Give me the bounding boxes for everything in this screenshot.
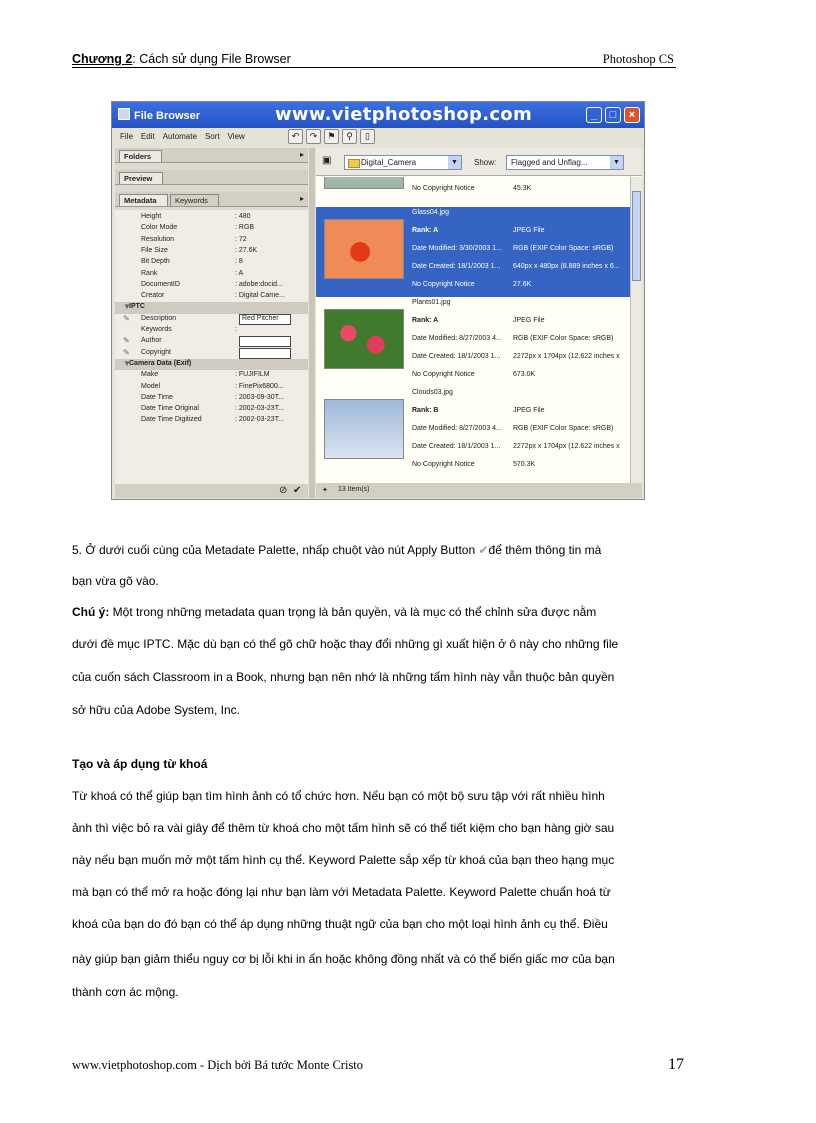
metadata-row: ✎ Author <box>115 336 308 347</box>
page-header <box>72 52 676 68</box>
menubar <box>112 128 312 146</box>
search-icon[interactable]: ⚲ <box>342 129 357 144</box>
window-title: File Browser <box>118 108 200 122</box>
chapter-title: Chương 2: Cách sử dụng File Browser <box>72 52 291 66</box>
metadata-row: ✎ Copyright <box>115 348 308 359</box>
status-bar <box>316 483 642 498</box>
left-panel <box>115 148 308 498</box>
paragraph-line: này giúp bạn giảm thiểu nguy cơ bị lỗi khi in ấn hoặc không đồng nhất và có thể biến giấc mơ của bạn <box>72 952 615 966</box>
scrollbar-thumb[interactable] <box>632 191 641 281</box>
chevron-down-icon: ▼ <box>448 156 461 169</box>
metadata-row: ✎ Description Red Pitcher <box>115 314 308 325</box>
metadata-row: Height : 480 <box>141 213 251 220</box>
thumbnail <box>324 399 404 459</box>
paragraph-line: thành cơn ác mộng. <box>72 985 179 999</box>
metadata-row: Keywords : <box>141 326 237 333</box>
content-pane <box>316 148 642 498</box>
step-5: 5. Ở dưới cuối cùng của Metadate Palette, nhấp chuột vào nút Apply Button ✔để thêm thông tin mà <box>72 543 602 557</box>
note-line: của cuốn sách Classroom in a Book, nhưng bạn nên nhớ là những tấm hình này vẫn thuộc bản quyền <box>72 670 615 684</box>
section-heading: Tạo và áp dụng từ khoá <box>72 757 208 771</box>
book-title: Photoshop CS <box>602 52 674 66</box>
list-item[interactable]: No Copyright Notice 45.3K <box>316 177 630 207</box>
rotate-left-icon[interactable]: ↶ <box>288 129 303 144</box>
description-field[interactable]: Red Pitcher <box>239 314 291 325</box>
thumbnail <box>324 219 404 279</box>
metadata-footer <box>115 484 308 498</box>
metadata-row: Resolution : 72 <box>141 235 247 243</box>
window-titlebar <box>112 102 644 128</box>
note-line: dưới đề mục IPTC. Mặc dù bạn có thể gõ chữ hoặc thay đổi những gì xuất hiện ở ô này cho những file <box>72 637 619 651</box>
panel-menu-icon[interactable]: ▸ <box>299 150 304 159</box>
trash-icon[interactable]: ▯ <box>360 129 375 144</box>
metadata-row: Date Time Original : 2002-03-23T... <box>141 405 285 413</box>
metadata-row: Model : FinePix6800... <box>141 382 284 390</box>
apply-checkmark-icon: ✔ <box>478 543 489 557</box>
menu-file[interactable]: File <box>120 132 133 141</box>
note-line: sở hữu của Adobe System, Inc. <box>72 703 240 717</box>
watermark-url: www.vietphotoshop.com <box>275 104 533 125</box>
show-dropdown[interactable]: Flagged and Unflag... ▼ <box>506 155 624 170</box>
thumbnail-grid <box>316 177 630 483</box>
triangle-down-icon: ▼ <box>123 302 131 312</box>
pencil-icon: ✎ <box>123 347 130 357</box>
menu-automate[interactable]: Automate <box>162 132 197 141</box>
paragraph-line: khoá của bạn do đó bạn có thể áp dụng những thuật ngữ của bạn cho một loại hình ảnh cụ thể. Điều <box>72 917 608 931</box>
metadata-tabrow <box>115 192 308 207</box>
author-field[interactable] <box>239 336 291 347</box>
metadata-row: Make : FUJIFILM <box>141 371 270 379</box>
paragraph-line: Từ khoá có thể giúp bạn tìm hình ảnh có tổ chức hơn. Nếu bạn có một bộ sưu tập với rất nhiều hình <box>72 789 605 803</box>
metadata-row: Color Mode : RGB <box>141 224 255 232</box>
folders-tabrow <box>115 148 308 163</box>
location-bar <box>316 148 642 176</box>
paragraph-line: mà bạn có thể mở ra hoặc đóng lại như bạn làm với Metadata Palette. Keyword Palette chuẩn hoá từ <box>72 885 611 899</box>
chevron-down-icon: ▼ <box>610 156 623 169</box>
metadata-row: Creator : Digital Came... <box>141 292 285 300</box>
cancel-icon[interactable]: ⊘ <box>279 485 288 496</box>
menu-sort[interactable]: Sort <box>204 132 220 141</box>
metadata-row: Bit Depth : 8 <box>141 258 243 266</box>
metadata-row: DocumentID : adobe:docid... <box>141 280 283 288</box>
toolbar <box>288 129 378 147</box>
list-item-selected[interactable]: Glass04.jpg Rank: A JPEG File Date Modified: 3/30/2003 1... RGB (EXIF Color Space: sRGB) Date Created: 18/1/2003 1... 640px x 480px (8.889 inches x 6... No Copyright Notice 27.6K <box>316 207 630 297</box>
pencil-icon: ✎ <box>123 336 130 346</box>
list-item[interactable]: Plants01.jpg Rank: A JPEG File Date Modified: 8/27/2003 4... RGB (EXIF Color Space: sRGB) Date Created: 18/1/2003 1... 2272px x 1704px (12.622 inches x No Copyright Notice 673.0K <box>316 297 630 387</box>
metadata-list <box>115 210 308 490</box>
tab-folders[interactable]: Folders <box>119 150 162 162</box>
thumbnail <box>324 309 404 369</box>
item-count: 13 Item(s) <box>338 486 370 493</box>
triangle-down-icon: ▼ <box>123 358 131 368</box>
metadata-row: Date Time : 2003-09-30T... <box>141 393 285 401</box>
metadata-row: Rank : A <box>141 269 244 277</box>
page-number: 17 <box>668 1056 684 1073</box>
panel-menu-icon[interactable]: ▸ <box>299 194 304 203</box>
folder-up-icon[interactable]: ▣ <box>322 155 332 166</box>
paragraph-line: này nếu bạn muốn mở một tấm hình cụ thể. Keyword Palette sắp xếp từ khoá của bạn theo hạng mục <box>72 853 615 867</box>
iptc-section-header[interactable]: ▼ IPTC <box>115 302 308 313</box>
copyright-field[interactable] <box>239 348 291 359</box>
tab-metadata[interactable]: Metadata <box>119 194 168 206</box>
preview-tabrow <box>115 170 308 185</box>
rotate-right-icon[interactable]: ↷ <box>306 129 321 144</box>
tab-preview[interactable]: Preview <box>119 172 163 184</box>
menu-view[interactable]: View <box>227 132 245 141</box>
vertical-scrollbar[interactable] <box>630 177 642 483</box>
close-icon[interactable]: × <box>624 107 640 123</box>
folder-dropdown[interactable]: Digital_Camera ▼ <box>344 155 462 170</box>
pane-splitter[interactable] <box>309 148 315 498</box>
menu-edit[interactable]: Edit <box>140 132 155 141</box>
metadata-row: File Size : 27.6K <box>141 246 258 254</box>
thumbnail <box>324 177 404 189</box>
tab-keywords[interactable]: Keywords <box>170 194 219 206</box>
step-5-cont: bạn vừa gõ vào. <box>72 574 159 588</box>
show-label: Show: <box>474 158 497 167</box>
camera-section-header[interactable]: ▼ Camera Data (Exif) <box>115 359 308 370</box>
apply-checkmark-icon[interactable]: ✔ <box>293 485 302 496</box>
list-item[interactable]: Clouds03.jpg Rank: B JPEG File Date Modified: 8/27/2003 4... RGB (EXIF Color Space: sRGB) Date Created: 18/1/2003 1... 2272px x 1704px (12.622 inches x No Copyright Notice 570.3K <box>316 387 630 477</box>
paragraph-line: ảnh thì việc bỏ ra vài giây để thêm từ khoá cho một tấm hình sẽ có thể tiết kiệm cho bạn hàng giờ sau <box>72 821 615 835</box>
metadata-row: Date Time Digitized : 2002-03-23T... <box>141 416 285 424</box>
flag-icon[interactable]: ⚑ <box>324 129 339 144</box>
pencil-icon: ✎ <box>123 313 130 323</box>
maximize-icon[interactable]: □ <box>605 107 621 123</box>
expand-icon[interactable]: ✦ <box>322 487 328 494</box>
note-line: Chú ý: Một trong những metadata quan trọng là bản quyền, và là mục có thể chỉnh sửa được nằm <box>72 605 597 619</box>
minimize-icon[interactable]: _ <box>586 107 602 123</box>
footer-text: www.vietphotoshop.com - Dịch bởi Bá tước Monte Cristo <box>72 1058 364 1072</box>
file-browser-screenshot <box>111 101 645 500</box>
